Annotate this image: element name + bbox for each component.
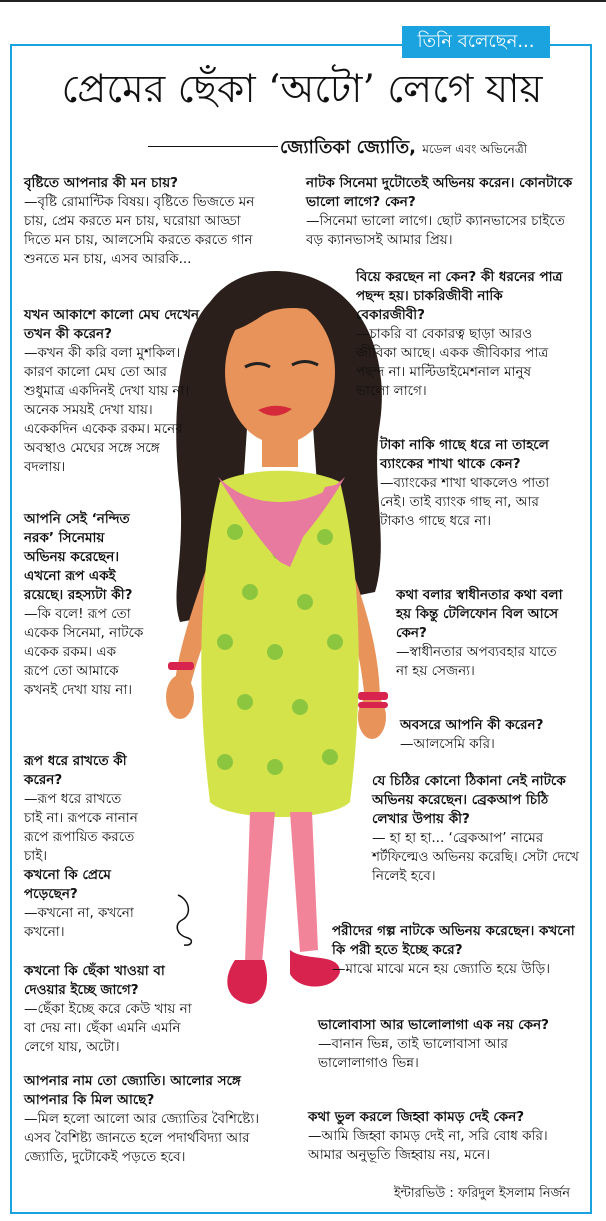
left-leg: [245, 812, 275, 962]
byline-name: জ্যোতিকা জ্যোতি,: [280, 137, 416, 158]
qa-right-6: [372, 772, 582, 886]
question: বৃষ্টিতে আপনার কী মন চায়?: [24, 175, 178, 191]
question: নাটক সিনেমা দুটোতেই অভিনয় করেন। কোনটাকে ভালো লাগে? কেন?: [306, 175, 573, 210]
qa-right-3: [380, 436, 570, 531]
question: অবসরে আপনি কী করেন?: [400, 717, 544, 733]
qa-right-1: [306, 174, 576, 250]
qa-left-2: [24, 306, 204, 477]
question: পরীদের গল্প নাটকে অভিনয় করেছেন। কখনো কি পরী হতে ইচ্ছে করে?: [332, 923, 575, 958]
qa-right-7: [332, 922, 582, 979]
headline: প্রেমের ছেঁকা ‘অটো’ লেগে যায়: [61, 67, 543, 112]
answer: —ব্যাংকের শাখা থাকলেও পাতা নেই। তাই ব্যাংক গাছ না, আর টাকাও গাছে ধরে না।: [380, 475, 550, 529]
artist-signature-mark: [170, 890, 200, 950]
question: ভালোবাসা আর ভালোলাগা এক নয় কেন?: [318, 1017, 549, 1033]
answer: — হা হা হা... ‘ব্রেকআপ’ নামের শর্টফিল্মেও অভিনয় করেছি। সেটা দেখে নিলেই হবে।: [372, 830, 579, 884]
answer: —চাকরি বা বেকারত্ব ছাড়া আরও জীবিকা আছে। একক জীবিকার পাত্র পছন্দ না। মাল্টিডাইমেশনাল মানুষ ভালো লাগে।: [356, 326, 549, 399]
right-bangle: [358, 692, 388, 700]
qa-right-9: [308, 1108, 580, 1165]
qa-left-7: [24, 1072, 284, 1167]
qa-right-5: [400, 716, 580, 754]
right-leg: [290, 812, 318, 952]
answer: —আমি জিহ্বা কামড় দেই না, সরি বোধ করি। আমার অনুভূতি জিহ্বায় নয়, মনে।: [308, 1128, 548, 1163]
answer: —স্বাধীনতার অপব্যবহার যাতে না হয় সেজন্য।: [396, 644, 557, 679]
answer: —মিল হলো আলো আর জ্যোতির বৈশিষ্ট্যে। এসব বৈশিষ্ট্য জানতে হলে পদার্থবিদ্যা আর জ্যোতি, দুটোকেই পড়তে হবে।: [24, 1111, 260, 1165]
byline-rule: [148, 146, 278, 147]
question: আপনি সেই ‘নন্দিত নরক’ সিনেমায় অভিনয় করেছেন। এখনো রূপ একই রয়েছে। রহস্যটা কী?: [24, 511, 133, 603]
question: কখনো কি প্রেমে পড়েছেন?: [24, 867, 111, 902]
answer: —বৃষ্টি রোমান্টিক বিষয়। বৃষ্টিতে ভিজতে মন চায়, প্রেম করতে মন চায়, ঘরোয়া আড্ডা দিতে মন চায়, আলসেমি করতে করতে গান শুনতে মন চায়, এসব আরকি...: [24, 194, 255, 267]
qa-right-8: [318, 1016, 580, 1073]
answer: —ছেঁকা ইচ্ছে করে কেউ খায় না বা দেয় না। ছেঁকা এমনি এমনি লেগে যায়, অটো।: [24, 1001, 192, 1055]
question: কখনো কি ছেঁকা খাওয়া বা দেওয়ার ইচ্ছে জাগে?: [24, 963, 165, 998]
answer: —কি বলে! রূপ তো একেক সিনেমা, নাটকে একেক রকম। এক রূপে তো আমাকে কখনই দেখা যায় না।: [24, 606, 144, 698]
qa-right-2: [356, 268, 566, 401]
section-tab: তিনি বলেছেন...: [402, 26, 550, 58]
question: কথা বলার স্বাধীনতার কথা বলা হয় কিন্তু টেলিফোন বিল আসে কেন?: [396, 587, 563, 641]
qa-left-5: [24, 866, 144, 942]
qa-left-4: [24, 752, 142, 866]
qa-left-1: [24, 174, 264, 269]
qa-right-4: [396, 586, 566, 681]
qa-left-6: [24, 962, 204, 1057]
answer: —কখনো না, কখনো কখনো।: [24, 905, 134, 940]
interview-credit: ইন্টারভিউ : ফরিদুল ইসলাম নির্জন: [393, 1186, 570, 1201]
answer: —রূপ ধরে রাখতে চাই না। রূপকে নানান রূপে রূপায়িত করতে চাই।: [24, 791, 138, 864]
qa-left-3: [24, 510, 144, 700]
question: টাকা নাকি গাছে ধরে না তাহলে ব্যাংকের শাখা থাকে কেন?: [380, 437, 549, 472]
question: কথা ভুল করলে জিহ্বা কামড় দেই কেন?: [308, 1109, 525, 1125]
answer: —মাঝে মাঝে মনে হয় জ্যোতি হয়ে উড়ি।: [332, 961, 551, 977]
question: বিয়ে করছেন না কেন? কী ধরনের পাত্র পছন্দ হয়। চাকরিজীবী নাকি বেকারজীবী?: [356, 269, 563, 323]
question: যখন আকাশে কালো মেঘ দেখেন তখন কী করেন?: [24, 307, 200, 342]
top-bar: [0, 0, 606, 8]
answer: —বানান ভিন্ন, তাই ভালোবাসা আর ভালোলাগাও ভিন্ন।: [318, 1036, 508, 1071]
answer: —সিনেমা ভালো লাগে। ছোট ক্যানভাসের চাইতে বড় ক্যানভাসই আমার প্রিয়।: [306, 213, 565, 248]
question: যে চিঠির কোনো ঠিকানা নেই নাটকে অভিনয় করেছেন। ব্রেকআপ চিঠি লেখার উপায় কী?: [372, 773, 566, 827]
question: রূপ ধরে রাখতে কী করেন?: [24, 753, 127, 788]
answer: —আলসেমি করি।: [400, 736, 495, 752]
byline-role: মডেল এবং অভিনেত্রী: [422, 142, 528, 156]
byline: [280, 133, 527, 164]
question: আপনার নাম তো জ্যোতি। আলোর সঙ্গে আপনার কি মিল আছে?: [24, 1073, 241, 1108]
answer: —কখন কী করি বলা মুশকিল। কারণ কালো মেঘ তো আর শুধুমাত্র একদিনই দেখা যায় না। অনেক সময়ই দেখা যায়। একেকদিন একেক রকম। মনের অবস্থাও মেঘের সঙ্গে সঙ্গে বদলায়।: [24, 345, 190, 475]
left-shoe: [227, 960, 267, 1004]
left-bangle: [168, 662, 194, 670]
